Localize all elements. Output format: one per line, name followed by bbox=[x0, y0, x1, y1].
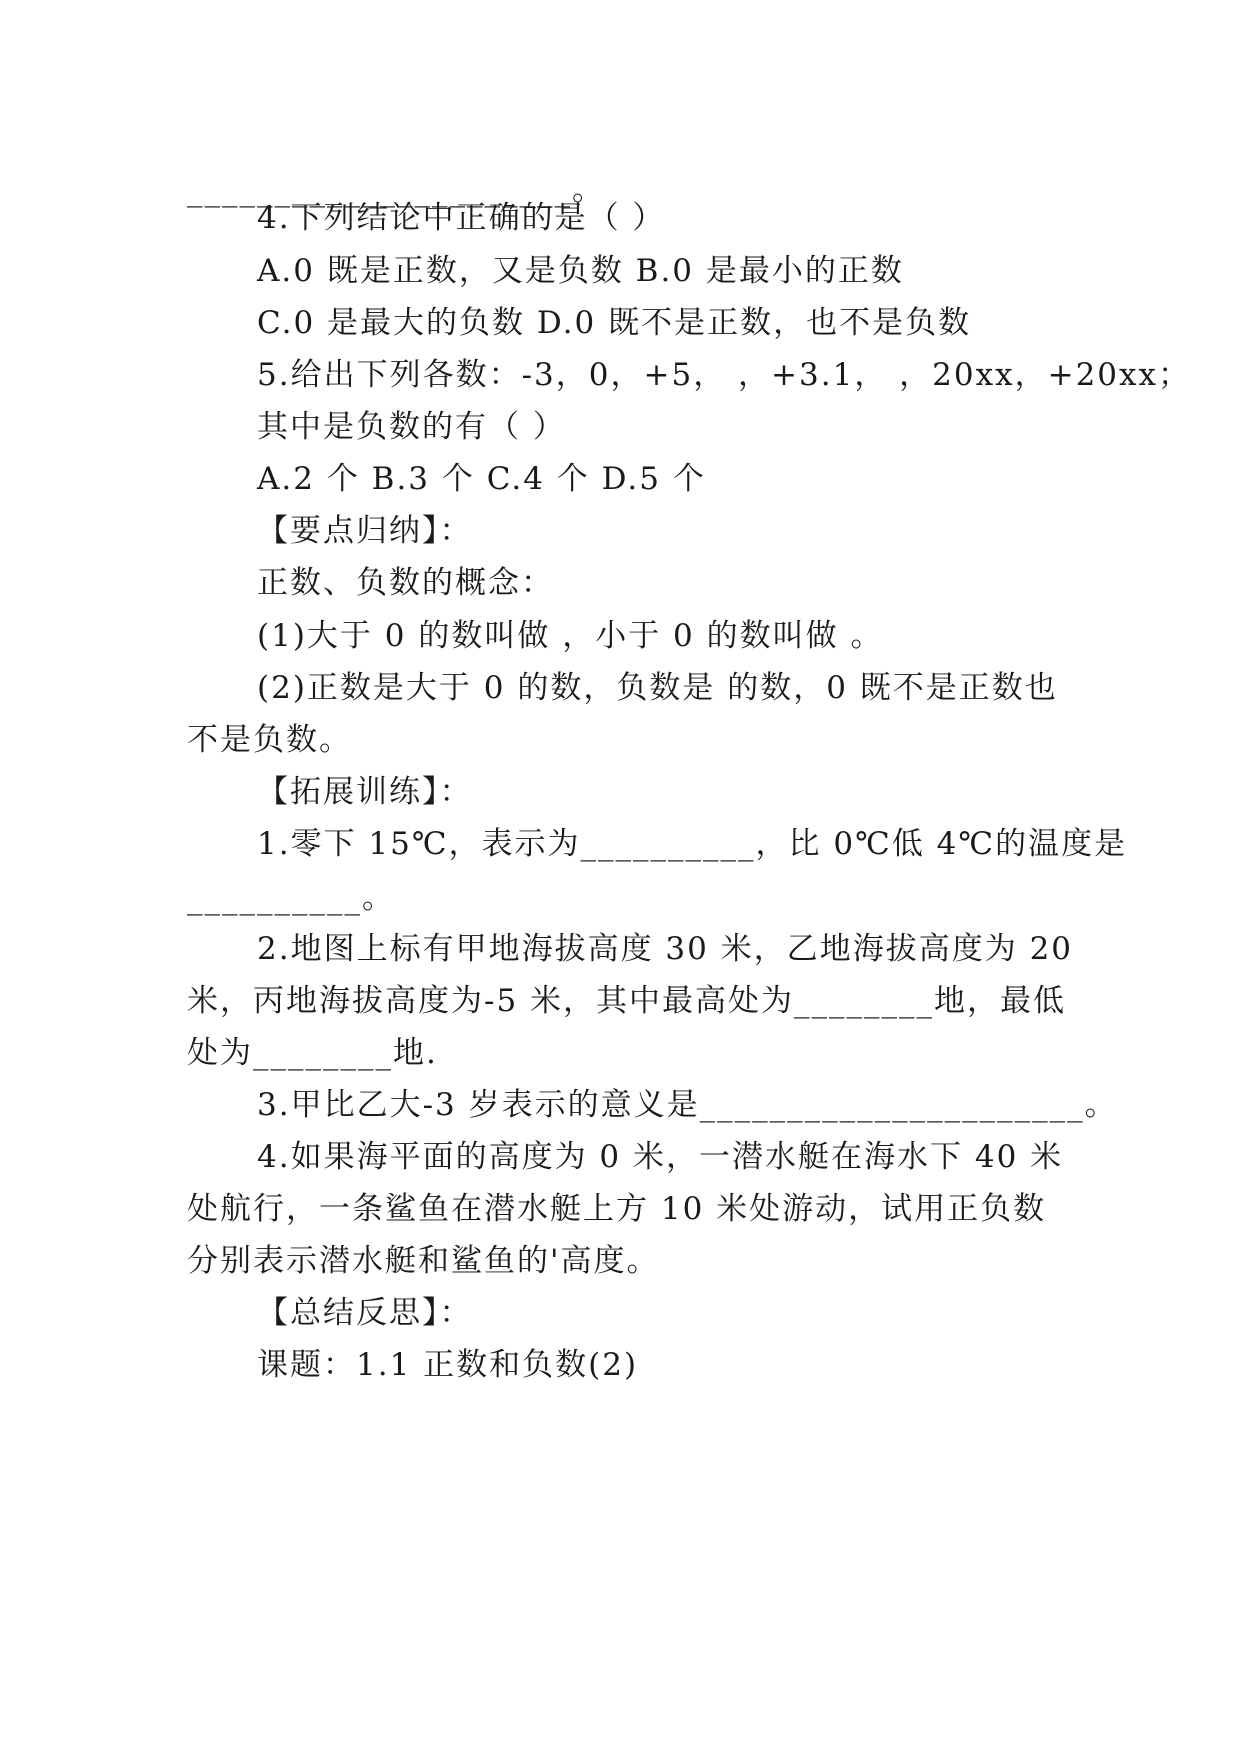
section-heading-extension: 【拓展训练】： bbox=[257, 774, 473, 810]
text-line-9: 正数、负数的概念： bbox=[257, 565, 554, 601]
text-line-6: 其中是负数的有（ ） bbox=[257, 409, 566, 445]
text-line-22: 分别表示潜水艇和鲨鱼的'高度。 bbox=[187, 1243, 660, 1279]
text-line-17: 米，丙地海拔高度为-5 米，其中最高处为________地，最低 bbox=[187, 983, 1067, 1019]
text-line-10: (1)大于 0 的数叫做 ，小于 0 的数叫做 。 bbox=[257, 618, 884, 654]
lesson-title: 课题：1.1 正数和负数(2) bbox=[257, 1347, 639, 1383]
text-line-20: 4.如果海平面的高度为 0 米，一潜水艇在海水下 40 米 bbox=[257, 1139, 1064, 1175]
text-line-12: 不是负数。 bbox=[187, 722, 352, 758]
text-line-1: ______________________。 bbox=[187, 172, 605, 208]
text-line-21: 处航行，一条鲨鱼在潜水艇上方 10 米处游动，试用正负数 bbox=[187, 1191, 1047, 1227]
text-line-14: 1.零下 15℃，表示为__________，比 0℃低 4℃的温度是 bbox=[257, 826, 1128, 862]
text-line-18: 处为________地. bbox=[187, 1035, 438, 1071]
text-line-15: __________。 bbox=[187, 880, 395, 916]
text-line-2: 4.下列结论中正确的是（ ） bbox=[257, 200, 666, 236]
text-line-16: 2.地图上标有甲地海拔高度 30 米，乙地海拔高度为 20 bbox=[257, 931, 1074, 967]
section-heading-summary: 【总结反思】： bbox=[257, 1295, 473, 1331]
text-line-19: 3.甲比乙大-3 岁表示的意义是______________________。 bbox=[257, 1087, 1118, 1123]
text-line-4: C.0 是最大的负数 D.0 既不是正数，也不是负数 bbox=[257, 305, 972, 341]
text-line-5: 5.给出下列各数：-3，0，+5， ，+3.1， ，20xx，+20xx； bbox=[257, 357, 1191, 393]
text-line-3: A.0 既是正数，又是负数 B.0 是最小的正数 bbox=[257, 253, 904, 289]
section-heading-key-points: 【要点归纳】： bbox=[257, 513, 473, 549]
text-line-11: (2)正数是大于 0 的数，负数是 的数，0 既不是正数也 bbox=[257, 670, 1058, 706]
text-line-7: A.2 个 B.3 个 C.4 个 D.5 个 bbox=[257, 461, 706, 497]
